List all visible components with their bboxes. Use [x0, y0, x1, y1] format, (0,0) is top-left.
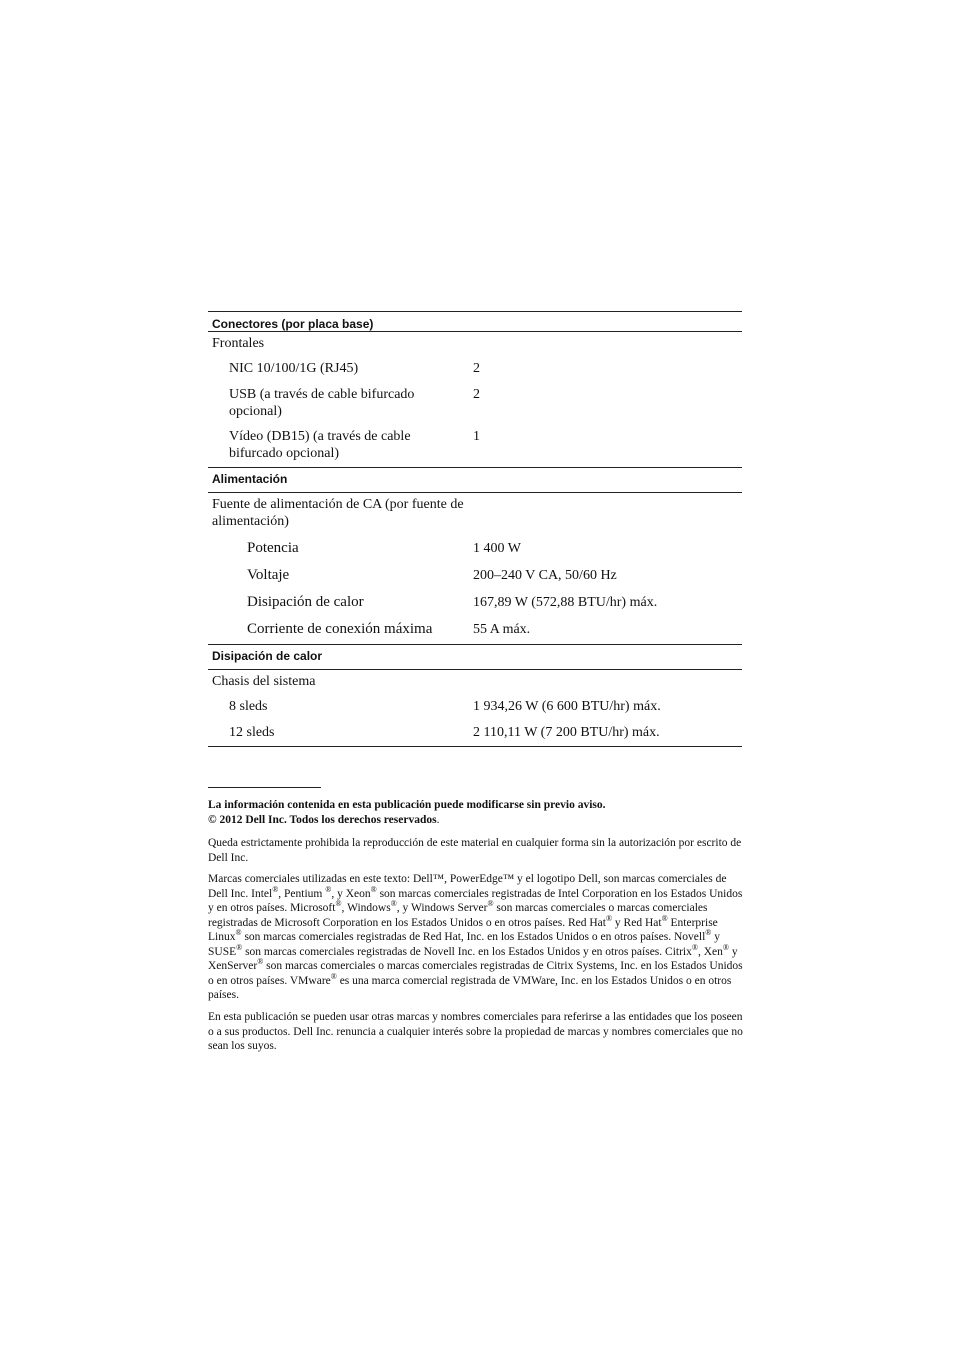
row-label: 12 sleds	[229, 725, 275, 740]
row-label: Disipación de calor	[247, 594, 364, 610]
tm-fragment: Marcas comerciales utilizadas en este texto: Dell™, PowerEdge™ y el logotipo Dell, son marcas comerciales de Dell Inc. Intel	[208, 873, 727, 900]
other-marks-notice	[208, 1010, 743, 1054]
table-row	[208, 594, 742, 611]
registered-mark: ®	[390, 899, 397, 909]
row-label: Potencia	[247, 540, 299, 556]
row-label: NIC 10/100/1G (RJ45)	[229, 361, 359, 376]
tm-fragment: , Pentium	[278, 887, 326, 900]
table-row	[208, 360, 742, 377]
tm-fragment: , y Windows Server	[396, 902, 488, 914]
reproduction-notice	[208, 836, 743, 865]
other-marks-text: En esta publicación se pueden usar otras marcas y nombres comerciales para referirse a las entidades que los poseen o a sus productos. Dell Inc. renuncia a cualquier interés sobre la propiedad de marcas y nombres comerciales que no sean los suyos.	[208, 1011, 743, 1052]
registered-mark: ®	[235, 928, 242, 938]
tm-fragment: , Windows	[341, 902, 391, 914]
section-header-heat: Disipación de calor	[208, 645, 742, 670]
group-label: Chasis del sistema	[212, 674, 316, 689]
copyright-period: .	[436, 813, 440, 826]
registered-mark: ®	[236, 942, 243, 952]
row-value: 55 A máx.	[473, 622, 531, 637]
change-notice: La información contenida en esta publicación puede modificarse sin previo aviso.	[208, 799, 606, 811]
footnote-divider	[208, 787, 321, 788]
group-row-frontales	[208, 335, 742, 352]
table-row	[208, 698, 742, 715]
row-label: USB (a través de cable bifurcado opcional)	[229, 387, 415, 419]
row-value: 1 400 W	[473, 541, 521, 556]
tm-fragment: Enterprise Linux	[208, 916, 718, 943]
registered-mark: ®	[330, 971, 337, 981]
tm-fragment: y Red Hat	[612, 916, 662, 929]
tm-fragment: , y Xeon	[331, 887, 371, 900]
trademarks-text	[208, 872, 743, 1003]
registered-mark: ®	[257, 957, 264, 967]
table-row	[208, 428, 742, 468]
reproduction-text: Queda estrictamente prohibida la reproducción de este material en cualquier forma sin la autorización por escrito de Dell Inc.	[208, 837, 742, 864]
row-value: 167,89 W (572,88 BTU/hr) máx.	[473, 595, 658, 610]
tm-fragment: son marcas comerciales registradas de Novell Inc. en los Estados Unidos y en otros países. Citrix	[242, 945, 692, 958]
registered-mark: ®	[722, 942, 729, 952]
tm-fragment: , Xen	[697, 945, 723, 958]
row-value: 2	[473, 387, 480, 402]
trademarks-notice	[208, 872, 743, 1003]
row-label: 8 sleds	[229, 699, 268, 714]
tm-fragment: y XenServer	[208, 945, 738, 972]
registered-mark: ®	[661, 913, 668, 923]
row-value: 1	[473, 429, 480, 444]
group-row-chassis	[208, 673, 742, 690]
row-value: 1 934,26 W (6 600 BTU/hr) máx.	[473, 699, 661, 714]
registered-mark: ®	[272, 884, 279, 894]
tm-fragment: y SUSE	[208, 931, 720, 958]
tm-fragment: son marcas comerciales o marcas comerciales registradas de Citrix Systems, Inc. en los Estados Unidos o en otros países. VMware	[208, 960, 743, 987]
tm-fragment: son marcas comerciales registradas de Intel Corporation en los Estados Unidos y en otros países. Microsoft	[208, 887, 743, 914]
table-row	[208, 567, 742, 584]
registered-mark: ®	[605, 913, 613, 923]
registered-mark: ®	[335, 899, 342, 909]
table-row	[208, 724, 742, 747]
registered-mark: ®	[691, 942, 698, 952]
table-row	[208, 621, 742, 645]
copyright-line	[208, 813, 743, 828]
row-label: Corriente de conexión máxima	[247, 621, 433, 637]
row-value: 200–240 V CA, 50/60 Hz	[473, 568, 617, 583]
group-row-psu	[208, 496, 742, 530]
row-value: 2 110,11 W (7 200 BTU/hr) máx.	[473, 725, 660, 740]
row-label: Vídeo (DB15) (a través de cable bifurcado opcional)	[229, 429, 411, 461]
registered-mark: ®	[705, 928, 712, 938]
copyright-text: © 2012 Dell Inc. Todos los derechos reservados	[208, 813, 437, 826]
table-row	[208, 386, 742, 420]
section-header-connectors: Conectores (por placa base)	[208, 312, 742, 332]
table-row	[208, 540, 742, 557]
registered-mark: ®	[487, 899, 494, 909]
group-label: Frontales	[212, 336, 265, 351]
group-label: Fuente de alimentación de CA (por fuente de alimentación)	[212, 497, 464, 529]
row-label: Voltaje	[247, 567, 290, 583]
spec-table	[208, 311, 742, 747]
registered-mark: ®	[370, 884, 377, 894]
section-header-power: Alimentación	[208, 468, 742, 493]
tm-fragment: son marcas comerciales o marcas comerciales registradas de Microsoft Corporation en los Estados Unidos o en otros países. Red Hat	[208, 902, 708, 929]
row-value: 2	[473, 361, 480, 376]
tm-fragment: son marcas comerciales registradas de Red Hat, Inc. en los Estados Unidos o en otros países. Novell	[241, 931, 706, 943]
tm-fragment: es una marca comercial registrada de VMWare, Inc. en los Estados Unidos o en otros países.	[208, 974, 732, 1001]
legal-notice	[208, 798, 743, 827]
registered-mark: ®	[325, 884, 332, 894]
